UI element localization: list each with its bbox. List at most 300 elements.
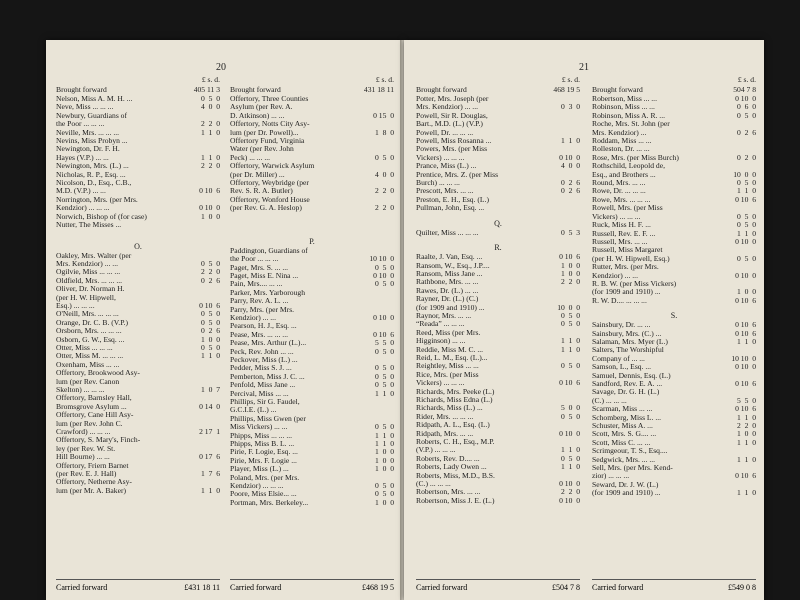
subscriber-name: Sainsbury, Dr. ... ... [592,321,651,330]
donation-amount: 1 0 0 [737,429,756,439]
list-item [230,255,394,263]
subscriber-name: Rayner, Dr. (L.) (C.) [416,295,479,304]
subscriber-name: (C.) ... ... ... [416,480,451,489]
donation-amount: 1 1 0 [737,336,756,346]
list-item [230,103,394,111]
donation-amount: 2 2 0 [375,186,394,196]
donation-amount: 0 2 6 [737,127,756,137]
subscriber-name: Quilter, Miss ... ... ... [416,228,479,237]
list-item [230,448,394,456]
subscriber-name: Burch) ... ... ... [416,179,460,188]
donation-amount: 0 5 0 [375,363,394,373]
list-item [592,137,756,145]
donation-amount: 1 0 0 [561,260,580,270]
subscriber-name: Percival, Miss ... ... [230,389,289,398]
list-item [416,304,580,312]
subscriber-name: Reddie, Miss M. C. ... [416,345,484,354]
subscriber-name: Orange, Dr. C. B. (V.P.) [56,318,128,327]
left-column-1 [56,76,220,495]
right-column-1 [416,76,580,505]
donation-amount: 0 3 0 [561,102,580,112]
page-number-left: 20 [216,62,226,73]
list-item [592,380,756,388]
list-item [230,474,394,482]
donation-amount: 0 2 6 [561,186,580,196]
donation-amount: 0 5 0 [375,152,394,162]
list-item [230,306,394,314]
subscriber-name: Parker, Mrs. Yarborough [230,288,305,297]
donation-amount: 0 5 0 [201,94,220,103]
subscriber-name: Peckover, Miss (L.) ... [230,355,298,364]
subscriber-name: Reightley, Miss ... ... [416,362,479,371]
donation-amount: 10 0 0 [733,169,756,179]
list-item [230,264,394,272]
donation-amount: 1 0 0 [375,447,394,457]
donation-amount: 0 5 0 [737,253,756,263]
donation-amount: 4 0 0 [561,161,580,171]
list-item [592,238,756,246]
list-item [56,327,220,335]
subscriber-name: Roberts, Miss, M.D., B.S. [416,471,495,480]
list-item [56,487,220,495]
subscriber-name: Paddington, Guardians of [230,246,308,255]
list-item [56,129,220,137]
subscriber-name: Richards, Miss (L.) ... [416,404,483,413]
donation-amount: 0 17 6 [199,452,220,462]
list-item [416,295,580,303]
subscriber-name: R. B. W. (per Miss Vickers) [592,279,677,288]
donation-amount: 2 2 0 [201,119,220,129]
list-item [592,288,756,296]
subscriber-name: Prentice, Mrs. Z. (per Miss [416,170,499,179]
list-item [416,112,580,120]
donation-amount: 0 5 0 [561,453,580,463]
list-item [230,423,394,431]
subscriber-name: Salaman, Mrs. Myer (L.) [592,337,668,346]
subscriber-name: Offertory, S. Mary's, Finch- [56,436,141,445]
donation-amount: 0 5 0 [375,489,394,499]
list-item [230,364,394,372]
subscriber-name: Roberts, Lady Owen ... [416,463,487,472]
donation-amount: 5 0 0 [561,403,580,413]
donation-amount: 1 1 0 [561,136,580,146]
donation-amount: 0 5 0 [737,110,756,120]
list-item [416,179,580,187]
donation-amount: 1 0 0 [375,455,394,465]
list-item [56,411,220,419]
list-item [56,112,220,120]
donation-amount: 1 1 0 [201,127,220,137]
subscriber-name: Rev. S. R. A. Butler) [230,187,293,196]
donation-amount: 0 10 0 [199,203,220,213]
donation-amount: 1 1 0 [201,485,220,495]
subscriber-name: lum (per Rev. Canon [56,377,120,386]
donation-amount: 4 0 0 [201,102,220,112]
donation-amount: 0 5 0 [561,310,580,320]
list-item [592,297,756,305]
donation-amount: 0 10 0 [559,495,580,505]
list-item [56,302,220,310]
donation-amount: 2 17 1 [199,427,220,437]
donation-amount: 0 5 0 [375,422,394,432]
subscriber-name: Hayes (V.P.) ... ... [56,153,109,162]
carried-forward-label: Carried forward [56,583,108,592]
subscriber-name: Neve, Miss ... ... ... [56,103,114,112]
carried-forward-row [416,579,580,592]
brought-forward-row [592,84,756,95]
list-item [592,179,756,187]
subscriber-name: Paget, Mrs. S. ... ... [230,263,289,272]
list-item [230,129,394,137]
list-item [592,187,756,195]
subscriber-name: the Poor ... ... ... [230,255,279,264]
donation-amount: 10 10 0 [369,254,394,264]
subscriber-name: Raalte, J. Van, Esq. ... [416,253,483,262]
list-item [416,497,580,505]
subscriber-name: Scrimgeour, T. S., Esq.... [592,447,668,456]
donation-amount: 1 0 7 [201,385,220,394]
list-item [230,187,394,195]
donation-amount: 0 2 6 [561,178,580,188]
subscriber-name: Miss Vickers) ... ... [230,423,288,432]
list-item [592,363,756,371]
subscriber-name: Player, Miss (L.) ... [230,465,289,474]
subscriber-name: Roberts, Rev. D.... ... [416,454,480,463]
subscriber-name: Ruck, Miss H. F. ... [592,221,651,230]
brought-forward-label: Brought forward [56,85,107,94]
brought-forward-amount: 431 18 11 [363,85,394,94]
subscriber-name: Neville, Mrs. ... ... ... [56,128,120,137]
subscriber-name: R. W. D.... ... ... ... [592,296,647,305]
brought-forward-row [230,84,394,95]
carried-forward-amount: £549 0 8 [728,583,756,592]
donation-amount: 0 10 6 [735,328,756,338]
list-item [416,162,580,170]
subscriber-name: Schuster, Miss A. ... [592,422,653,431]
donation-amount: 0 14 0 [199,401,220,411]
list-item [592,162,756,170]
list-item [56,470,220,478]
donation-amount: 0 10 6 [735,194,756,204]
donation-amount: 0 10 0 [735,362,756,372]
list-item [56,154,220,162]
list-item [230,112,394,120]
carried-forward-row [592,579,756,592]
list-item [56,344,220,352]
carried-forward-row [230,579,394,592]
page-number-right: 21 [579,62,589,73]
list-item [416,362,580,370]
donation-amount: 1 1 0 [737,454,756,464]
list-item [416,421,580,429]
subscriber-name: Round, Mrs. ... ... [592,179,646,188]
list-item [230,314,394,322]
donation-amount: 1 1 0 [375,430,394,440]
list-item [56,252,220,260]
donation-amount: 0 5 0 [561,361,580,371]
list-item [416,312,580,320]
section-letter: O. [134,241,142,251]
donation-amount: 1 7 6 [201,469,220,479]
subscriber-name: D. Atkinson) ... ... [230,111,285,120]
subscriber-name: Penfold, Miss Jane ... [230,381,296,390]
list-item [416,137,580,145]
donation-amount: 0 5 0 [561,319,580,329]
section-letter: Q. [494,218,502,228]
list-item [592,204,756,212]
subscriber-name: Pain, Mrs.... ... ... [230,280,283,289]
donation-amount: 0 5 0 [375,481,394,491]
donation-amount: 0 10 6 [735,379,756,388]
subscriber-name: Crawford) ... ... ... [56,428,111,437]
subscriber-name: (per Rev. E. J. Hall) [56,470,117,479]
list-item [416,120,580,128]
subscriber-name: Vickers) ... ... ... [416,153,465,162]
subscriber-name: Roddam, Miss ... ... [592,137,652,146]
list-item [230,137,394,145]
list-item [592,95,756,103]
carried-forward-label: Carried forward [416,583,468,592]
list-item [230,280,394,288]
subscriber-name: Rawes, Dr. (L.) ... ... [416,286,479,295]
subscriber-name: Reid, L. M., Esq. (L.)... [416,353,488,362]
list-item [56,294,220,302]
list-item [416,129,580,137]
subscriber-name: ley (per Rev. W. St. [56,444,116,453]
subscriber-name: Pirie, F. Logie, Esq. ... [230,448,298,457]
subscriber-name: Richards, Miss Edna (L.) [416,396,493,404]
subscriber-name: Phillips, Miss Gwen (per [230,414,306,423]
list-item [416,455,580,463]
list-item [230,457,394,465]
list-item [56,268,220,276]
list-item [230,339,394,347]
list-item [56,221,220,229]
list-item [56,319,220,327]
subscriber-name: Raynor, Mrs. ... ... [416,311,472,320]
subscriber-name: (per Dr. Miller) ... [230,170,285,179]
donation-amount: 2 2 0 [561,487,580,497]
brought-forward-amount: 468 19 5 [553,85,580,94]
donation-amount: 1 8 0 [375,127,394,137]
subscriber-name: Nevins, Miss Probyn ... [56,137,128,146]
donation-amount: 0 5 0 [375,380,394,390]
subscriber-name: Water (per Rev. John [230,145,294,154]
list-item [230,398,394,406]
donation-amount: 0 5 0 [561,411,580,421]
subscriber-name: G.C.I.E. (L.) ... [230,406,277,415]
list-item [56,394,220,402]
list-item [230,482,394,490]
subscriber-name: Esq.) ... ... ... [56,301,95,310]
list-item [592,481,756,489]
subscriber-name: Robertson, Miss ... ... [592,95,657,103]
list-item [416,171,580,179]
carried-forward-amount: £431 18 11 [184,583,220,592]
list-item [416,463,580,471]
list-item [416,438,580,446]
subscriber-name: Scott, Mrs. S. G.... ... [592,430,657,439]
donation-amount: 1 1 0 [201,351,220,361]
list-item [230,120,394,128]
list-item [416,371,580,379]
subscriber-name: Nicolson, D., Esq., C.B., [56,179,132,188]
list-item [230,381,394,389]
list-item [416,472,580,480]
list-item [230,95,394,103]
list-item [416,446,580,454]
list-item [230,373,394,381]
list-item [416,346,580,354]
list-item [416,287,580,295]
donation-amount: 0 10 0 [559,152,580,162]
list-item [416,404,580,412]
subscriber-name: Roche, Mrs. St. John (per [592,120,670,129]
donation-amount: 0 2 0 [737,152,756,162]
subscriber-name: Oliver, Dr. Norman H. [56,285,125,294]
list-item [56,179,220,187]
subscriber-name: Esq., and Brothers ... [592,170,656,179]
subscriber-name: Offertory, Notts City Asy- [230,120,310,129]
donation-amount: 2 2 0 [737,421,756,431]
subscriber-name: Samson, L., Esq. ... [592,363,652,372]
donation-amount: 0 10 6 [199,300,220,310]
subscriber-name: Offertory, Three Counties [230,95,309,103]
donation-amount: 0 5 0 [201,258,220,268]
subscriber-name: Poland, Mrs. (per Mrs. [230,473,300,482]
list-item [592,221,756,229]
subscriber-name: (per Rev. G. A. Heslop) [230,204,302,213]
subscriber-name: Portman, Mrs. Berkeley... [230,498,309,507]
donation-amount: 0 15 0 [373,110,394,120]
subscriber-name: Orsborn, Mrs. ... ... ... [56,327,122,336]
subscriber-name: Robertson, Miss J. E. (L.) [416,496,495,505]
list-item [230,171,394,179]
list-item [230,415,394,423]
list-item [56,162,220,170]
list-item [592,230,756,238]
right-page [404,40,764,600]
subscriber-name: Skelton) ... ... ... [56,386,105,394]
list-item [56,436,220,444]
subscriber-name: Pemberton, Miss J. C. ... [230,372,305,381]
donation-amount: 0 10 0 [373,270,394,280]
list-item [56,260,220,268]
currency-header: £ s. d. [561,75,580,84]
subscriber-name: Powers, Mrs. (per Miss [416,145,488,154]
donation-amount: 0 10 6 [735,295,756,305]
list-item [592,280,756,288]
subscriber-name: Peck) ... ... ... [230,153,271,162]
list-item [592,120,756,128]
donation-amount: 1 1 0 [561,462,580,472]
list-item [592,430,756,438]
subscriber-name: Norwich, Bishop of (for case) [56,212,147,221]
right-column-2 [592,76,756,498]
list-item [416,480,580,488]
donation-amount: 1 1 0 [561,336,580,346]
subscriber-name: Vickers) ... ... ... [416,379,465,388]
section-letter: R. [494,243,502,253]
subscriber-name: Kendzior) ... ... [592,271,638,280]
donation-amount: 0 2 6 [201,326,220,336]
list-item [416,388,580,396]
subscriber-name: Newington, Dr. F. H. [56,145,120,154]
donation-amount: 1 0 0 [561,268,580,278]
donation-amount: 0 10 6 [373,329,394,339]
list-item [592,414,756,422]
subscriber-name: Powell, Dr. ... ... ... [416,128,474,137]
list-item [230,348,394,356]
subscriber-name: Offertory, Barnsley Hall, [56,394,132,403]
subscriber-name: Oldfield, Mrs. ... ... ... [56,276,123,285]
list-item [416,278,580,286]
list-item [592,213,756,221]
list-item [56,137,220,145]
list-item [416,229,580,237]
list-item [416,145,580,153]
donation-amount: 0 10 0 [735,236,756,246]
list-item [230,356,394,364]
subscriber-name: Newbury, Guardians of [56,111,127,120]
list-item [416,204,580,212]
donation-amount: 1 1 0 [737,186,756,196]
donation-amount: 0 2 6 [201,275,220,285]
subscriber-name: Mrs. Kendzior) ... ... [56,259,119,268]
donation-amount: 1 1 0 [737,488,756,498]
list-item [56,420,220,428]
list-item [592,112,756,120]
list-item [230,196,394,204]
list-item [56,145,220,153]
donation-amount: 2 2 0 [201,161,220,171]
donation-amount: 0 5 0 [375,279,394,289]
list-item [56,478,220,486]
subscriber-name: Seward, Dr. J. W. (L.) [592,480,659,489]
subscriber-name: Hill Bourne) ... ... [56,453,110,462]
list-item [416,396,580,404]
list-item [56,310,220,318]
list-item [230,272,394,280]
subscriber-name: Prance, Miss (L.) ... [416,162,477,171]
subscriber-name: M.D. (V.P.) ... ... [56,187,106,196]
subscriber-name: Paget, Miss E. Nina ... [230,271,299,280]
subscriber-name: Company of ... ... [592,354,645,363]
list-item [416,103,580,111]
list-item [592,456,756,464]
subscriber-name: Nicholas, R. P., Esq. ... [56,170,126,179]
donation-amount: 1 1 0 [737,228,756,238]
subscriber-name: Phipps, Miss B. L. ... [230,440,295,449]
list-item [592,388,756,396]
list-item [56,361,220,369]
donation-amount: 0 10 0 [559,479,580,489]
currency-header: £ s. d. [201,75,220,84]
donation-amount: 1 0 0 [375,464,394,474]
subscriber-name: Sell, Mrs. (per Mrs. Kend- [592,464,673,473]
brought-forward-label: Brought forward [230,85,281,94]
list-item [592,171,756,179]
donation-amount: 5 5 0 [737,395,756,405]
subscriber-name: Mrs. Kendzior) ... [592,128,647,137]
list-item [592,439,756,447]
currency-header: £ s. d. [375,75,394,84]
subscriber-name: Potter, Mrs. Joseph (per [416,95,489,103]
list-item [56,120,220,128]
list-item [592,321,756,329]
subscriber-name: Rider, Mrs. ... ... ... [416,412,474,421]
subscriber-name: Powell, Miss Rosanna ... [416,137,492,146]
